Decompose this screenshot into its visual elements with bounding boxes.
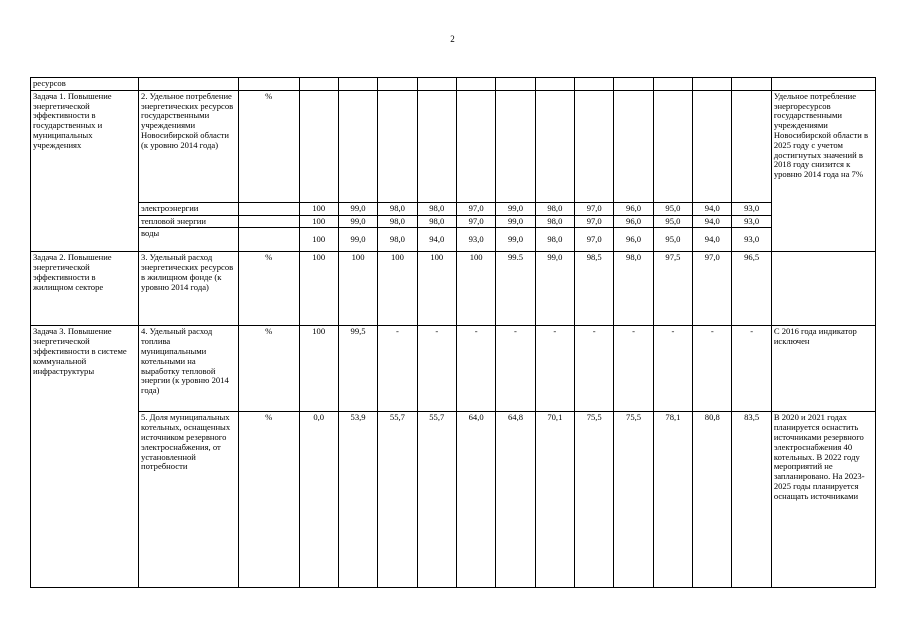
indicator-cell: 2. Удельное потребление энергетических ресурсов государственными учреждениями Новосибирской области (к уровню 2014 года) xyxy=(139,90,239,202)
indicator-cell: 5. Доля муниципальных котельных, оснащенных источником резервного электроснабжения, от установленной потребности xyxy=(139,412,239,588)
task-cell: Задача 3. Повышение энергетической эффективности в системе коммунальной инфраструктуры xyxy=(31,326,139,588)
subrow-label: электроэнергии xyxy=(139,202,239,215)
unit-cell: % xyxy=(238,412,299,588)
unit-cell: % xyxy=(238,90,299,202)
indicator-cell: 3. Удельный расход энергетических ресурсов в жилищном фонде (к уровню 2014 года) xyxy=(139,252,239,326)
unit-cell: % xyxy=(238,252,299,326)
table-row: Задача 2. Повышение энергетической эффективности в жилищном секторе 3. Удельный расход энергетических ресурсов в жилищном фонде (к уровню 2014 года) % 100 100 100 100 100 99.5 99,0 98,5 98,0 97,5 97,0 96,5 xyxy=(31,252,876,326)
subrow-label: воды xyxy=(139,228,239,252)
task-cell: Задача 1. Повышение энергетической эффективности в государственных и муниципальных учреждениях xyxy=(31,90,139,252)
page-number: 2 xyxy=(450,34,455,44)
indicators-table xyxy=(30,77,876,588)
table-row: Задача 3. Повышение энергетической эффективности в системе коммунальной инфраструктуры 4. Удельный расход топлива муниципальными котельными на выработку тепловой энергии (к уровню 2014 года) % 100 99,5 - - - - - - - - - - С 2016 года индикатор исключен xyxy=(31,326,876,412)
task-cell: Задача 2. Повышение энергетической эффективности в жилищном секторе xyxy=(31,252,139,326)
note-cell xyxy=(771,252,875,326)
table-row xyxy=(31,90,876,202)
continuation-cell: ресурсов xyxy=(31,78,139,91)
note-cell: В 2020 и 2021 годах планируется оснастить источниками резервного электроснабжения 40 котельных. В 2022 году мероприятий не запланировано. На 2023-2025 годы планируется оснащать источниками xyxy=(771,412,875,588)
table-row: тепловой энергии 100 99,0 98,0 98,0 97,0 99,0 98,0 97,0 96,0 95,0 94,0 93,0 xyxy=(31,215,876,228)
subrow-label: тепловой энергии xyxy=(139,215,239,228)
table-row: 5. Доля муниципальных котельных, оснащенных источником резервного электроснабжения, от установленной потребности % 0,0 53,9 55,7 55,7 64,0 64,8 70,1 75,5 75,5 78,1 80,8 83,5 В 2020 и 2021 годах планируется оснастить источниками резервного электроснабжения 40 котельных. В 2022 году мероприятий не запланировано. На 2023-2025 годы планируется оснащать источниками xyxy=(31,412,876,588)
note-cell: С 2016 года индикатор исключен xyxy=(771,326,875,412)
table-row xyxy=(31,78,876,91)
unit-cell: % xyxy=(238,326,299,412)
table-row: электроэнергии 100 99,0 98,0 98,0 97,0 99,0 98,0 97,0 96,0 95,0 94,0 93,0 xyxy=(31,202,876,215)
note-cell: Удельное потребление энергоресурсов государственными учреждениями Новосибирской области в 2025 году с учетом достигнутых значений в 2018 году снизится к уровню 2014 года на 7% xyxy=(771,90,875,252)
table-row: воды 100 99,0 98,0 94,0 93,0 99,0 98,0 97,0 96,0 95,0 94,0 93,0 xyxy=(31,228,876,252)
indicator-cell: 4. Удельный расход топлива муниципальными котельными на выработку тепловой энергии (к уровню 2014 года) xyxy=(139,326,239,412)
